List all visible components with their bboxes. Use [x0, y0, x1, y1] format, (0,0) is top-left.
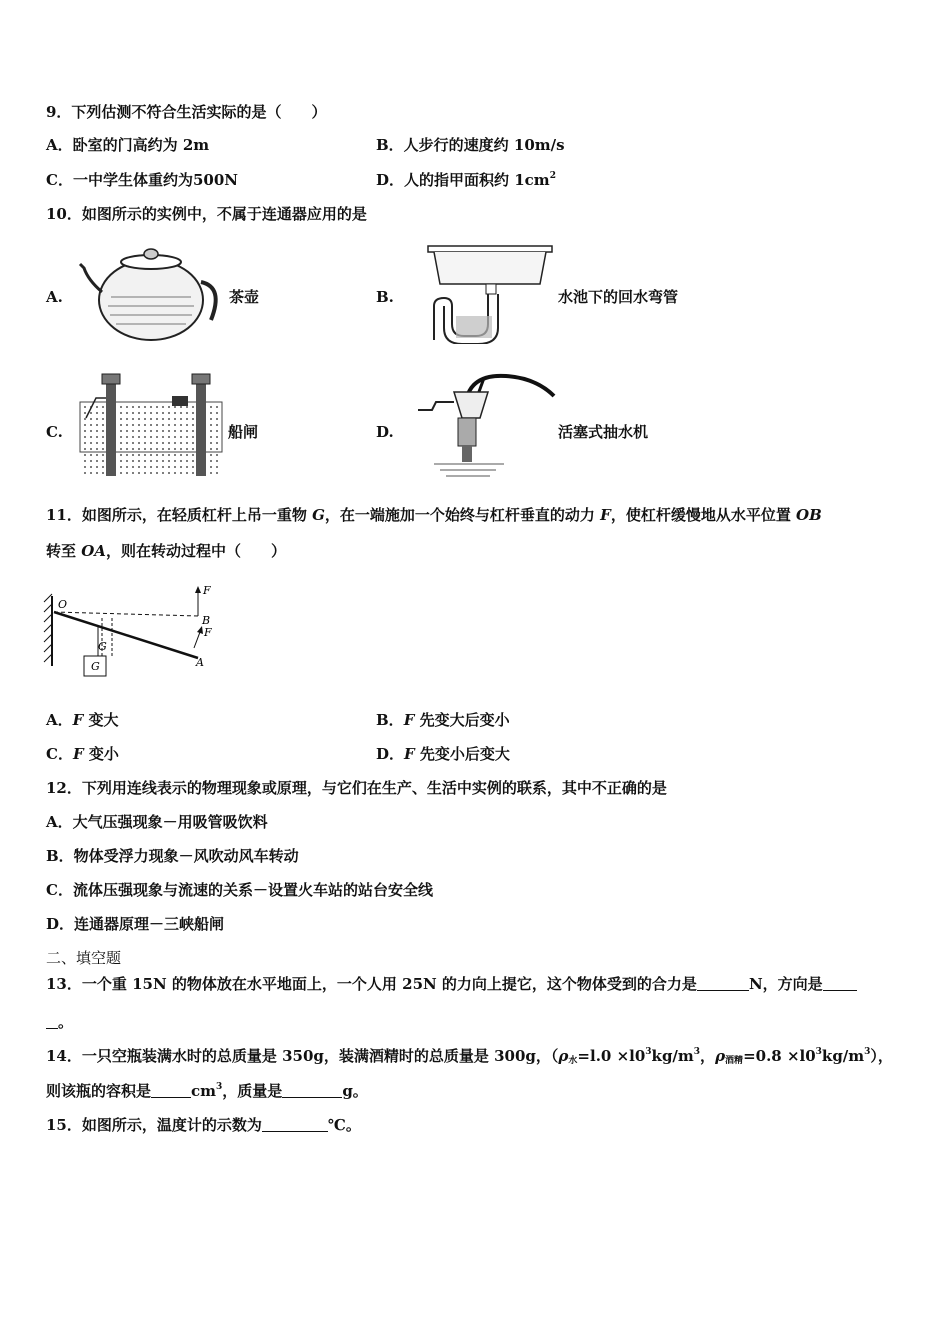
- q14-stem-line2: 则该瓶的容积是 $cm^3$，质量是 g。: [46, 1082, 368, 1100]
- teapot-illustration: [76, 242, 226, 346]
- q12-option-d: D．连通器原理－三峡船闸: [46, 915, 225, 933]
- q13-blank-force[interactable]: [697, 976, 749, 991]
- q9-option-a: A．卧室的门高约为 2m: [46, 136, 210, 154]
- q11-option-c: C．F 变小: [46, 745, 119, 763]
- lever-label-f2: F: [204, 626, 212, 639]
- q13-continuation: 。: [46, 1012, 73, 1032]
- q13-stem: 13．一个重 15N 的物体放在水平地面上，一个人用 25N 的力向上提它，这个物体受到的合力是 N，方向是: [46, 974, 857, 994]
- lever-label-g-arrow: G: [98, 640, 107, 653]
- q9-option-b: B．人步行的速度约 10m/s: [376, 136, 565, 154]
- q11-stem-line2: 转至 OA，则在转动过程中（ ）: [46, 542, 286, 560]
- lever-diagram: [40, 580, 230, 684]
- q10-c-letter: C.: [46, 423, 63, 441]
- q13-blank-direction-cont[interactable]: [46, 1014, 58, 1029]
- q10-a-caption: 茶壶: [229, 288, 260, 306]
- q12-option-b: B．物体受浮力现象－风吹动风车转动: [46, 847, 299, 865]
- q14-blank-volume[interactable]: [151, 1083, 191, 1098]
- q11-option-a: A．F 变大: [46, 711, 119, 729]
- q14-stem-line1: 14．一只空瓶装满水时的总质量是 350g，装满酒精时的总质量是 300g，（$\rho_水=l.0 \times l0^3kg/m^3$，$\rho_{酒精}=0.8 \times l0^3kg/m^3$），: [46, 1047, 893, 1066]
- q15-stem: 15．如图所示，温度计的示数为 ℃。: [46, 1116, 361, 1134]
- q15-blank-temperature[interactable]: [262, 1117, 328, 1132]
- q11-option-b: B．F 先变大后变小: [376, 711, 510, 729]
- q12-option-a: A．大气压强现象－用吸管吸饮料: [46, 813, 268, 831]
- q10-b-letter: B.: [376, 288, 394, 306]
- q10-a-letter: A.: [46, 288, 63, 306]
- q11-stem-line1: 11．如图所示，在轻质杠杆上吊一重物 G，在一端施加一个始终与杠杆垂直的动力 F，使杠杆缓慢地从水平位置 OB: [46, 506, 822, 524]
- lever-label-f1: F: [203, 584, 211, 597]
- q10-stem: 10．如图所示的实例中，不属于连通器应用的是: [46, 205, 367, 223]
- sink-trap-illustration: [406, 244, 556, 344]
- lever-label-b: B: [202, 614, 211, 627]
- ship-lock-illustration: [76, 368, 226, 480]
- q10-b-caption: 水池下的回水弯管: [558, 288, 679, 306]
- q11-option-d: D．F 先变小后变大: [376, 745, 510, 763]
- piston-pump-illustration: [406, 366, 558, 480]
- q9-option-c: C．一中学生体重约为500N: [46, 171, 238, 189]
- q10-d-caption: 活塞式抽水机: [558, 423, 649, 441]
- section-fill-blank-heading: 二、填空题: [46, 949, 122, 967]
- q10-c-caption: 船闸: [228, 423, 259, 441]
- q12-option-c: C．流体压强现象与流速的关系－设置火车站的站台安全线: [46, 881, 433, 899]
- q9-stem: 9．下列估测不符合生活实际的是（ ）: [46, 103, 327, 121]
- lever-label-a: A: [196, 656, 204, 669]
- q12-stem: 12．下列用连线表示的物理现象或原理，与它们在生产、生活中实例的联系，其中不正确的是: [46, 779, 667, 797]
- q14-blank-mass[interactable]: [282, 1083, 342, 1098]
- q9-option-d: D．人的指甲面积约 $1cm^2$: [376, 171, 556, 189]
- lever-label-o: O: [58, 598, 68, 611]
- q13-blank-direction[interactable]: [823, 976, 857, 991]
- q10-d-letter: D.: [376, 423, 394, 441]
- lever-label-g-weight: G: [91, 660, 100, 673]
